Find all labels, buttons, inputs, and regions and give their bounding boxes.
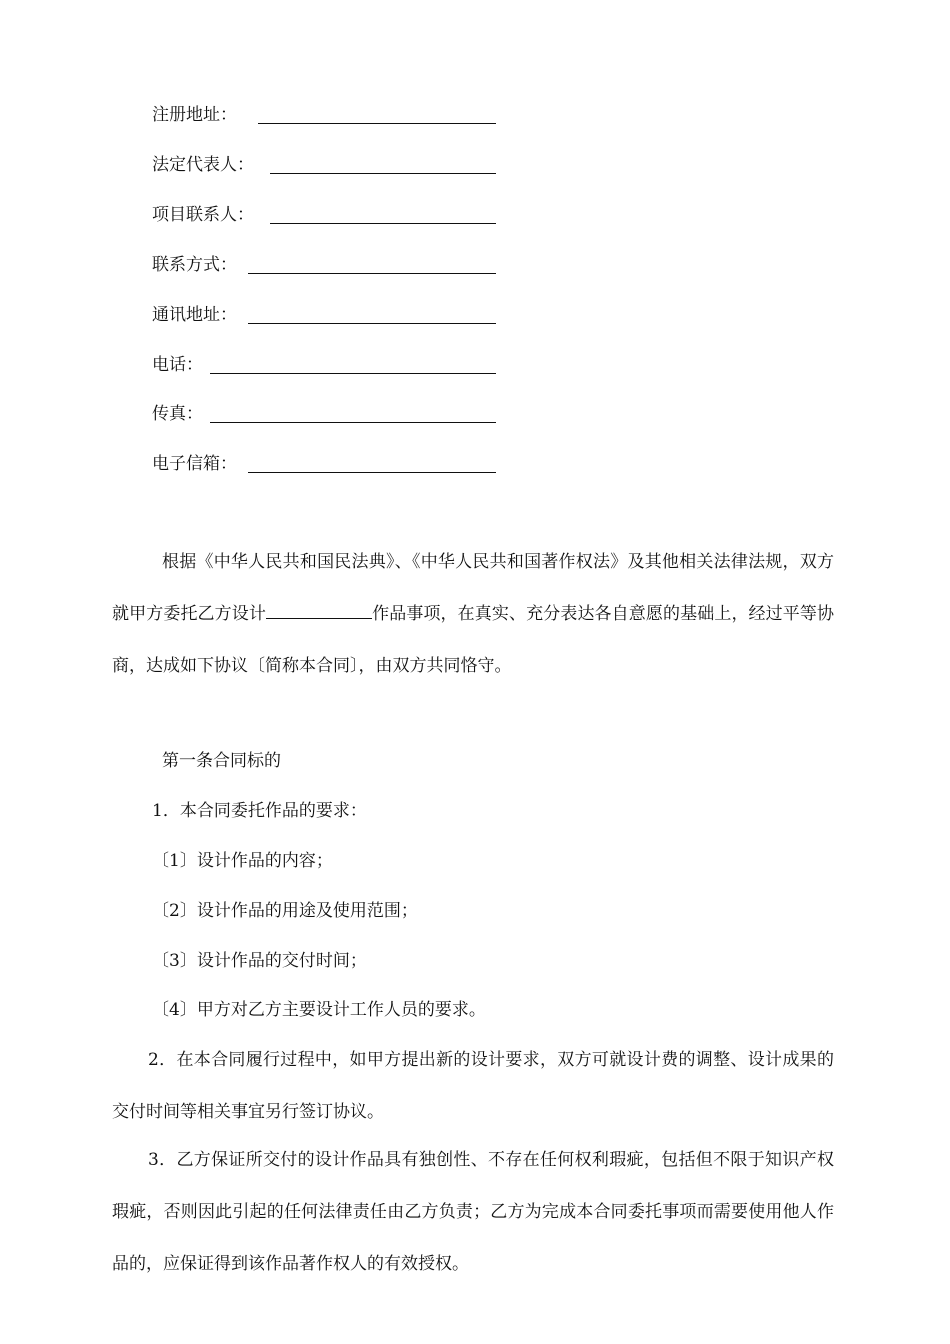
article-1-item-3: 3．乙方保证所交付的设计作品具有独创性、不存在任何权利瑕疵，包括但不限于知识产权瑕疵，否则因此引起的任何法律责任由乙方负责；乙方为完成本合同委托事项而需要使用他人作品的，应保证得到该作品著作权人的有效授权。 [112,1150,834,1274]
article-1-sub-1: 〔1〕设计作品的内容； [152,851,333,871]
intro-text-2: 作品事项，在真实、充分表达各自意愿的基础上，经过平等协商，达成如下协议〔简称本合同〕，由双方共同恪守。 [112,604,834,676]
contact-method-field [152,252,496,278]
blank-line [248,323,496,324]
article-1-sub-2: 〔2〕设计作品的用途及使用范围； [152,901,418,921]
article-1-item-1: 1．本合同委托作品的要求： [152,801,367,821]
blank-line [270,173,496,174]
project-contact-field [152,202,496,228]
field-label: 项目联系人： [152,205,254,225]
field-label: 通讯地址： [152,305,237,325]
field-label: 联系方式： [152,255,237,275]
blank-line [258,123,496,124]
intro-paragraph [112,536,834,692]
blank-line [210,373,496,374]
field-label: 注册地址： [152,105,237,125]
field-label: 传真： [152,404,203,424]
mailing-address-field [152,302,496,328]
field-label: 电话： [152,355,203,375]
article-1-sub-4: 〔4〕甲方对乙方主要设计工作人员的要求。 [152,1000,486,1020]
blank-line [248,273,496,274]
legal-representative-field [152,152,496,178]
article-1-sub-3: 〔3〕设计作品的交付时间； [152,951,367,971]
intro-text-1: 根据《中华人民共和国民法典》、《中华人民共和国著作权法》及其他相关法律法规，双方就甲方委托乙方设计 [112,552,834,624]
registered-address-field [152,102,496,128]
article-1-item-2: 2．在本合同履行过程中，如甲方提出新的设计要求，双方可就设计费的调整、设计成果的交付时间等相关事宜另行签订协议。 [112,1050,834,1122]
field-label: 法定代表人： [152,155,254,175]
blank-line [248,472,496,473]
article-1-title: 第一条合同标的 [162,751,281,771]
design-blank-line [266,600,372,619]
phone-field [152,352,496,378]
email-field [152,451,496,477]
fax-field [152,401,496,427]
field-label: 电子信箱： [152,454,237,474]
blank-line [210,422,496,423]
blank-line [270,223,496,224]
